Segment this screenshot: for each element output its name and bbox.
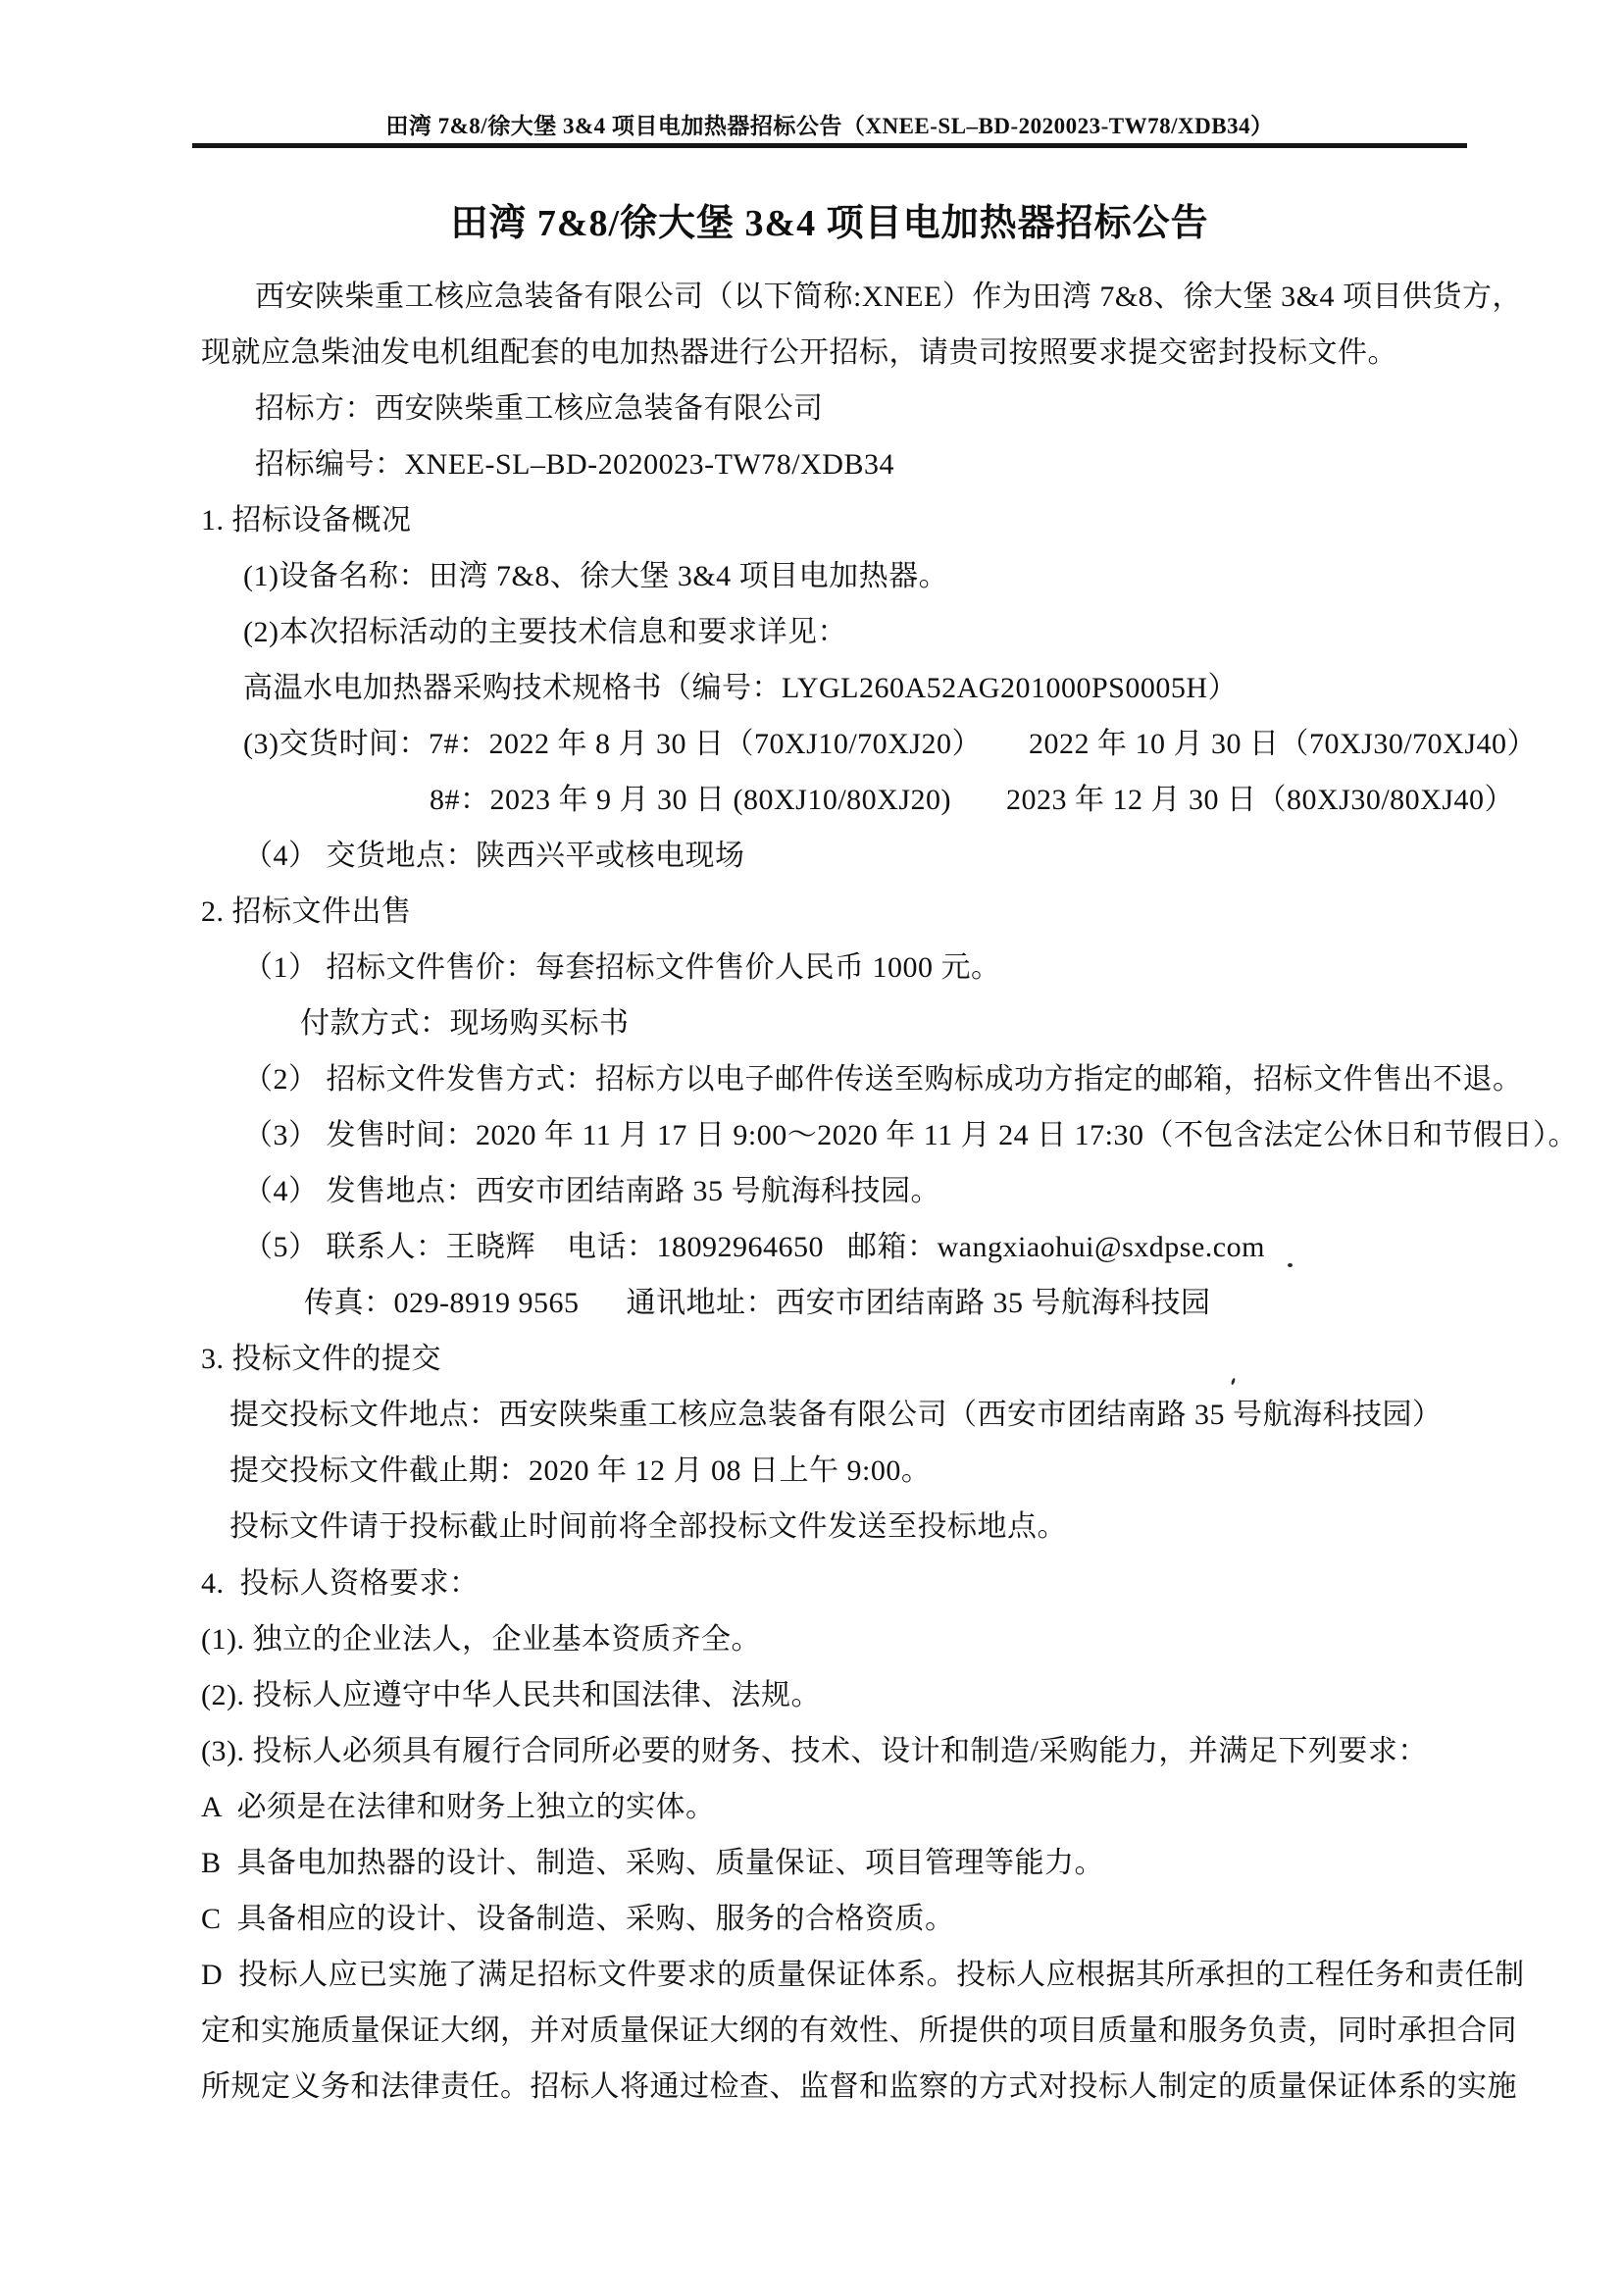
doc-line-requirement-d-3: 所规定义务和法律责任。招标人将通过检查、监督和监察的方式对投标人制定的质量保证体系的实施 [201,2070,1517,2103]
doc-line-submit-note: 投标文件请于投标截止时间前将全部投标文件发送至投标地点。 [229,1510,1067,1543]
doc-line-delivery-time-7: (3)交货时间：7#：2022 年 8 月 30 日（70XJ10/70XJ20） 2022 年 10 月 30 日（70XJ30/70XJ40） [243,728,1538,760]
doc-line-contact: （5） 联系人：王晓辉 电话：18092964650 邮箱：wangxiaohui@sxdpse.com [243,1231,1265,1263]
document-title: 田湾 7&8/徐大堡 3&4 项目电加热器招标公告 [450,203,1209,244]
doc-line-doc-price: （1） 招标文件售价：每套招标文件售价人民币 1000 元。 [243,951,1001,984]
doc-line-equipment-name: (1)设备名称：田湾 7&8、徐大堡 3&4 项目电加热器。 [243,560,949,592]
doc-line-fax-address: 传真：029-8919 9565 通讯地址：西安市团结南路 35 号航海科技园 [304,1287,1211,1319]
doc-line-payment-method: 付款方式：现场购买标书 [300,1007,630,1040]
doc-line-requirement-a: A 必须是在法律和财务上独立的实体。 [201,1791,716,1823]
scan-speck [1288,1263,1293,1267]
doc-line-qualification-1: (1). 独立的企业法人，企业基本资质齐全。 [201,1623,761,1656]
doc-line-spec-document: 高温水电加热器采购技术规格书（编号：LYGL260A52AG201000PS0005H） [243,672,1239,704]
doc-line-delivery-time-8: 8#：2023 年 9 月 30 日 (80XJ10/80XJ20) 2023 年 12 月 30 日（80XJ30/80XJ40） [430,784,1515,816]
header-rule [192,143,1467,148]
doc-line-sale-method: （2） 招标文件发售方式：招标方以电子邮件传送至购标成功方指定的邮箱，招标文件售出不退。 [243,1063,1523,1096]
doc-line-requirement-b: B 具备电加热器的设计、制造、采购、质量保证、项目管理等能力。 [201,1847,1105,1879]
doc-line-qualification-3: (3). 投标人必须具有履行合同所必要的财务、技术、设计和制造/采购能力，并满足下列要求： [201,1735,1428,1767]
doc-line-section-3-heading: 3. 投标文件的提交 [201,1343,441,1375]
doc-line-qualification-2: (2). 投标人应遵守中华人民共和国法律、法规。 [201,1679,821,1711]
doc-line-delivery-place: （4） 交货地点：陕西兴平或核电现场 [243,840,745,872]
doc-line-section-2-heading: 2. 招标文件出售 [201,895,412,928]
doc-line-requirement-d-2: 定和实施质量保证大纲，并对质量保证大纲的有效性、所提供的项目质量和服务负责，同时承担合同 [201,2015,1517,2047]
scan-speck [1231,1378,1236,1386]
doc-line-section-4-heading: 4. 投标人资格要求： [201,1567,480,1600]
doc-line-section-1-heading: 1. 招标设备概况 [201,504,412,536]
doc-line-sale-time: （3） 发售时间：2020 年 11 月 17 日 9:00～2020 年 11 月 24 日 17:30（不包含法定公休日和节假日）。 [243,1119,1578,1151]
page-header-text: 田湾 7&8/徐大堡 3&4 项目电加热器招标公告（XNEE-SL–BD-2020023-TW78/XDB34） [385,114,1274,138]
doc-line-intro-2: 现就应急柴油发电机组配套的电加热器进行公开招标，请贵司按照要求提交密封投标文件。 [201,336,1397,369]
doc-line-requirement-c: C 具备相应的设计、设备制造、采购、服务的合格资质。 [201,1903,955,1935]
doc-line-intro-1: 西安陕柴重工核应急装备有限公司（以下简称:XNEE）作为田湾 7&8、徐大堡 3&4 项目供货方， [255,281,1522,313]
doc-line-requirement-d-1: D 投标人应已实施了满足招标文件要求的质量保证体系。投标人应根据其所承担的工程任务和责任制 [201,1959,1525,1991]
doc-line-tender-number: 招标编号：XNEE-SL–BD-2020023-TW78/XDB34 [255,448,894,481]
doc-line-tech-info: (2)本次招标活动的主要技术信息和要求详见： [243,616,847,648]
doc-line-submit-place: 提交投标文件地点：西安陕柴重工核应急装备有限公司（西安市团结南路 35 号航海科技园） [229,1399,1443,1431]
doc-line-tenderer: 招标方：西安陕柴重工核应急装备有限公司 [255,392,824,425]
doc-line-submit-deadline: 提交投标文件截止期：2020 年 12 月 08 日上午 9:00。 [229,1454,932,1487]
doc-line-sale-place: （4） 发售地点：西安市团结南路 35 号航海科技园。 [243,1175,940,1207]
